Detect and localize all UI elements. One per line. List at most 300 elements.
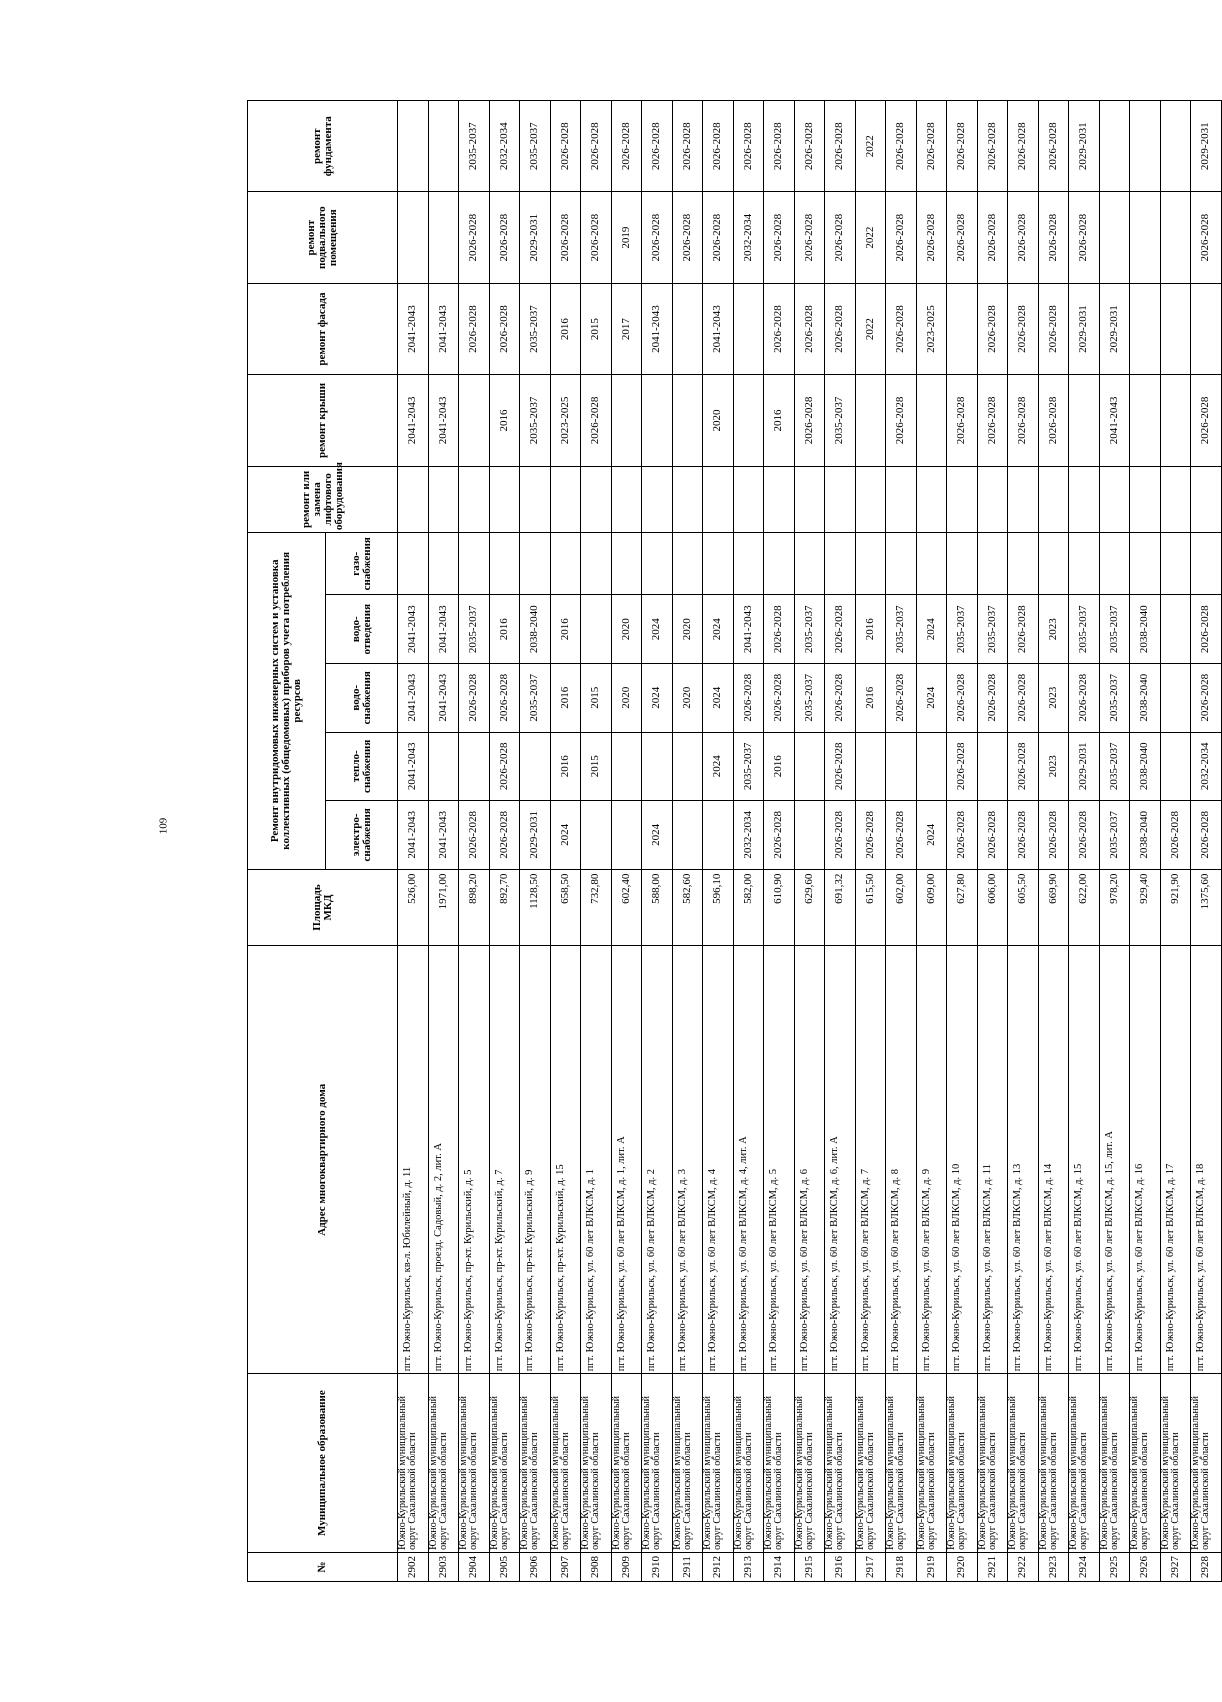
- address-cell: пгт. Южно-Курильск, пр-кт. Курильский, д. 5: [459, 946, 490, 1374]
- water-supply-cell: 2020: [672, 663, 703, 732]
- electricity-cell: 2041-2043: [428, 801, 459, 870]
- roof-cell: 2023-2025: [550, 375, 581, 466]
- row-number: 2926: [1130, 1552, 1161, 1581]
- gas-cell: [886, 533, 917, 595]
- water-drainage-cell: 2035-2037: [1069, 595, 1100, 664]
- area-cell: 1128,50: [520, 869, 551, 946]
- water-drainage-cell: 2024: [703, 595, 734, 664]
- municipality-cell: Южно-Курильский муниципальный округ Сахалинской области: [1038, 1374, 1069, 1553]
- address-cell: пгт. Южно-Курильск, ул. 60 лет ВЛКСМ, д. 1, лит. А: [611, 946, 642, 1374]
- water-supply-cell: 2023: [1038, 663, 1069, 732]
- municipality-cell: Южно-Курильский муниципальный округ Сахалинской области: [1008, 1374, 1039, 1553]
- gas-cell: [1160, 533, 1191, 595]
- basement-cell: 2026-2028: [550, 192, 581, 283]
- elevator-cell: [703, 466, 734, 532]
- heating-cell: [916, 732, 947, 801]
- electricity-cell: 2038-2040: [1130, 801, 1161, 870]
- row-number: 2905: [489, 1552, 520, 1581]
- area-cell: 609,00: [916, 869, 947, 946]
- electricity-cell: 2026-2028: [1008, 801, 1039, 870]
- row-number: 2909: [611, 1552, 642, 1581]
- heating-cell: 2026-2028: [947, 732, 978, 801]
- row-number: 2907: [550, 1552, 581, 1581]
- roof-cell: 2026-2028: [1008, 375, 1039, 466]
- row-number: 2914: [764, 1552, 795, 1581]
- foundation-cell: 2035-2037: [520, 101, 551, 192]
- facade-cell: 2026-2028: [886, 283, 917, 374]
- row-number: 2916: [825, 1552, 856, 1581]
- header-roof: ремонт крыши: [248, 375, 398, 466]
- municipality-cell: Южно-Курильский муниципальный округ Сахалинской области: [642, 1374, 673, 1553]
- address-cell: пгт. Южно-Курильск, ул. 60 лет ВЛКСМ, д. 4: [703, 946, 734, 1374]
- row-number: 2918: [886, 1552, 917, 1581]
- roof-cell: 2016: [764, 375, 795, 466]
- address-cell: пгт. Южно-Курильск, ул. 60 лет ВЛКСМ, д. 7: [855, 946, 886, 1374]
- heating-cell: [794, 732, 825, 801]
- heating-cell: [642, 732, 673, 801]
- facade-cell: 2041-2043: [398, 283, 429, 374]
- facade-cell: 2026-2028: [459, 283, 490, 374]
- elevator-cell: [550, 466, 581, 532]
- header-address: Адрес многоквартирного дома: [248, 946, 398, 1374]
- header-elevator: ремонт или замена лифтового оборудования: [248, 466, 398, 532]
- roof-cell: 2035-2037: [520, 375, 551, 466]
- address-cell: пгт. Южно-Курильск, ул. 60 лет ВЛКСМ, д. 9: [916, 946, 947, 1374]
- gas-cell: [642, 533, 673, 595]
- basement-cell: 2026-2028: [1008, 192, 1039, 283]
- foundation-cell: 2026-2028: [642, 101, 673, 192]
- elevator-cell: [855, 466, 886, 532]
- area-cell: 1375,60: [1191, 869, 1222, 946]
- gas-cell: [1191, 533, 1222, 595]
- address-cell: пгт. Южно-Курильск, ул. 60 лет ВЛКСМ, д. 6, лит. А: [825, 946, 856, 1374]
- heating-cell: 2029-2031: [1069, 732, 1100, 801]
- water-supply-cell: 2026-2028: [886, 663, 917, 732]
- water-supply-cell: 2026-2028: [733, 663, 764, 732]
- municipality-cell: Южно-Курильский муниципальный округ Сахалинской области: [550, 1374, 581, 1553]
- basement-cell: 2019: [611, 192, 642, 283]
- roof-cell: 2035-2037: [825, 375, 856, 466]
- electricity-cell: [794, 801, 825, 870]
- gas-cell: [947, 533, 978, 595]
- basement-cell: 2026-2028: [794, 192, 825, 283]
- address-cell: пгт. Южно-Курильск, ул. 60 лет ВЛКСМ, д. 2: [642, 946, 673, 1374]
- foundation-cell: 2026-2028: [794, 101, 825, 192]
- area-cell: 669,90: [1038, 869, 1069, 946]
- table-row: [1160, 101, 1191, 1582]
- address-cell: пгт. Южно-Курильск, ул. 60 лет ВЛКСМ, д. 6: [794, 946, 825, 1374]
- water-drainage-cell: 2035-2037: [794, 595, 825, 664]
- row-number: 2919: [916, 1552, 947, 1581]
- area-cell: 602,40: [611, 869, 642, 946]
- electricity-cell: 2035-2037: [1099, 801, 1130, 870]
- basement-cell: [428, 192, 459, 283]
- basement-cell: 2026-2028: [764, 192, 795, 283]
- table-row: [1008, 101, 1039, 1582]
- foundation-cell: 2026-2028: [977, 101, 1008, 192]
- roof-cell: 2026-2028: [794, 375, 825, 466]
- row-number: 2910: [642, 1552, 673, 1581]
- address-cell: пгт. Южно-Курильск, пр-кт. Курильский, д. 7: [489, 946, 520, 1374]
- roof-cell: 2026-2028: [581, 375, 612, 466]
- gas-cell: [916, 533, 947, 595]
- row-number: 2904: [459, 1552, 490, 1581]
- water-supply-cell: 2041-2043: [398, 663, 429, 732]
- row-number: 2921: [977, 1552, 1008, 1581]
- gas-cell: [459, 533, 490, 595]
- heating-cell: 2026-2028: [1008, 732, 1039, 801]
- facade-cell: 2015: [581, 283, 612, 374]
- roof-cell: [916, 375, 947, 466]
- heating-cell: 2035-2037: [1099, 732, 1130, 801]
- water-drainage-cell: 2038-2040: [1130, 595, 1161, 664]
- foundation-cell: 2026-2028: [550, 101, 581, 192]
- heating-cell: [855, 732, 886, 801]
- roof-cell: 2026-2028: [977, 375, 1008, 466]
- water-drainage-cell: 2035-2037: [1099, 595, 1130, 664]
- foundation-cell: 2026-2028: [916, 101, 947, 192]
- header-electricity: электро-снабжения: [326, 801, 398, 870]
- facade-cell: 2026-2028: [825, 283, 856, 374]
- municipality-cell: Южно-Курильский муниципальный округ Сахалинской области: [611, 1374, 642, 1553]
- header-municipality: Муниципальное образование: [248, 1374, 398, 1553]
- facade-cell: [947, 283, 978, 374]
- elevator-cell: [459, 466, 490, 532]
- row-number: 2925: [1099, 1552, 1130, 1581]
- water-drainage-cell: 2020: [672, 595, 703, 664]
- municipality-cell: Южно-Курильский муниципальный округ Сахалинской области: [733, 1374, 764, 1553]
- foundation-cell: 2026-2028: [825, 101, 856, 192]
- basement-cell: 2026-2028: [642, 192, 673, 283]
- area-cell: 606,00: [977, 869, 1008, 946]
- basement-cell: [1160, 192, 1191, 283]
- area-cell: 526,00: [398, 869, 429, 946]
- area-cell: 602,00: [886, 869, 917, 946]
- elevator-cell: [1099, 466, 1130, 532]
- water-supply-cell: 2038-2040: [1130, 663, 1161, 732]
- water-drainage-cell: 2026-2028: [1191, 595, 1222, 664]
- address-cell: пгт. Южно-Курильск, ул. 60 лет ВЛКСМ, д. 16: [1130, 946, 1161, 1374]
- water-drainage-cell: 2026-2028: [825, 595, 856, 664]
- row-number: 2922: [1008, 1552, 1039, 1581]
- area-cell: 629,60: [794, 869, 825, 946]
- table-row: [764, 101, 795, 1582]
- address-cell: пгт. Южно-Курильск, пр-кт. Курильский, д. 9: [520, 946, 551, 1374]
- address-cell: пгт. Южно-Курильск, ул. 60 лет ВЛКСМ, д. 15, лит. А: [1099, 946, 1130, 1374]
- basement-cell: 2026-2028: [916, 192, 947, 283]
- gas-cell: [520, 533, 551, 595]
- area-cell: 1971,00: [428, 869, 459, 946]
- address-cell: пгт. Южно-Курильск, ул. 60 лет ВЛКСМ, д. 3: [672, 946, 703, 1374]
- municipality-cell: Южно-Курильский муниципальный округ Сахалинской области: [947, 1374, 978, 1553]
- water-supply-cell: 2020: [611, 663, 642, 732]
- heating-cell: 2032-2034: [1191, 732, 1222, 801]
- row-number: 2920: [947, 1552, 978, 1581]
- electricity-cell: 2026-2028: [977, 801, 1008, 870]
- heating-cell: 2016: [550, 732, 581, 801]
- foundation-cell: [1160, 101, 1191, 192]
- basement-cell: 2026-2028: [886, 192, 917, 283]
- water-supply-cell: 2026-2028: [977, 663, 1008, 732]
- facade-cell: 2016: [550, 283, 581, 374]
- roof-cell: 2026-2028: [947, 375, 978, 466]
- water-drainage-cell: 2026-2028: [764, 595, 795, 664]
- area-cell: 622,00: [1069, 869, 1100, 946]
- gas-cell: [1069, 533, 1100, 595]
- roof-cell: 2041-2043: [398, 375, 429, 466]
- elevator-cell: [764, 466, 795, 532]
- foundation-cell: 2026-2028: [1008, 101, 1039, 192]
- row-number: 2927: [1160, 1552, 1191, 1581]
- heating-cell: [1160, 732, 1191, 801]
- water-drainage-cell: 2016: [489, 595, 520, 664]
- basement-cell: 2026-2028: [703, 192, 734, 283]
- water-supply-cell: 2026-2028: [825, 663, 856, 732]
- table-row: [825, 101, 856, 1582]
- address-cell: пгт. Южно-Курильск, ул. 60 лет ВЛКСМ, д. 17: [1160, 946, 1191, 1374]
- elevator-cell: [886, 466, 917, 532]
- foundation-cell: [1130, 101, 1161, 192]
- foundation-cell: 2026-2028: [733, 101, 764, 192]
- municipality-cell: Южно-Курильский муниципальный округ Сахалинской области: [703, 1374, 734, 1553]
- water-supply-cell: 2035-2037: [794, 663, 825, 732]
- capital-repair-table: [247, 100, 1222, 1582]
- table-row: [459, 101, 490, 1582]
- municipality-cell: Южно-Курильский муниципальный округ Сахалинской области: [398, 1374, 429, 1553]
- area-cell: 605,50: [1008, 869, 1039, 946]
- water-drainage-cell: 2024: [916, 595, 947, 664]
- foundation-cell: 2035-2037: [459, 101, 490, 192]
- heating-cell: [672, 732, 703, 801]
- elevator-cell: [977, 466, 1008, 532]
- electricity-cell: 2026-2028: [825, 801, 856, 870]
- water-supply-cell: 2026-2028: [947, 663, 978, 732]
- heating-cell: 2041-2043: [398, 732, 429, 801]
- water-supply-cell: 2026-2028: [459, 663, 490, 732]
- water-supply-cell: 2016: [855, 663, 886, 732]
- facade-cell: 2026-2028: [764, 283, 795, 374]
- foundation-cell: 2026-2028: [886, 101, 917, 192]
- foundation-cell: 2026-2028: [1038, 101, 1069, 192]
- heating-cell: 2038-2040: [1130, 732, 1161, 801]
- address-cell: пгт. Южно-Курильск, ул. 60 лет ВЛКСМ, д. 8: [886, 946, 917, 1374]
- electricity-cell: 2026-2028: [1191, 801, 1222, 870]
- basement-cell: 2026-2028: [489, 192, 520, 283]
- foundation-cell: 2026-2028: [672, 101, 703, 192]
- electricity-cell: [672, 801, 703, 870]
- table-row: [1191, 101, 1222, 1582]
- elevator-cell: [733, 466, 764, 532]
- municipality-cell: Южно-Курильский муниципальный округ Сахалинской области: [428, 1374, 459, 1553]
- address-cell: пгт. Южно-Курильск, ул. 60 лет ВЛКСМ, д. 1: [581, 946, 612, 1374]
- facade-cell: 2029-2031: [1099, 283, 1130, 374]
- gas-cell: [733, 533, 764, 595]
- municipality-cell: Южно-Курильский муниципальный округ Сахалинской области: [520, 1374, 551, 1553]
- elevator-cell: [1130, 466, 1161, 532]
- row-number: 2911: [672, 1552, 703, 1581]
- roof-cell: 2020: [703, 375, 734, 466]
- row-number: 2908: [581, 1552, 612, 1581]
- address-cell: пгт. Южно-Курильск, кв-л. Юбилейный, д. 11: [398, 946, 429, 1374]
- elevator-cell: [1191, 466, 1222, 532]
- municipality-cell: Южно-Курильский муниципальный округ Сахалинской области: [459, 1374, 490, 1553]
- basement-cell: 2026-2028: [1191, 192, 1222, 283]
- foundation-cell: 2026-2028: [611, 101, 642, 192]
- electricity-cell: 2032-2034: [733, 801, 764, 870]
- water-supply-cell: 2024: [642, 663, 673, 732]
- electricity-cell: 2026-2028: [1038, 801, 1069, 870]
- table-row: [1069, 101, 1100, 1582]
- area-cell: 610,90: [764, 869, 795, 946]
- area-cell: 588,00: [642, 869, 673, 946]
- facade-cell: 2041-2043: [703, 283, 734, 374]
- row-number: 2928: [1191, 1552, 1222, 1581]
- header-water-supply: водо-снабжения: [326, 663, 398, 732]
- basement-cell: 2022: [855, 192, 886, 283]
- header-facade: ремонт фасада: [248, 283, 398, 374]
- gas-cell: [703, 533, 734, 595]
- facade-cell: [1160, 283, 1191, 374]
- gas-cell: [611, 533, 642, 595]
- water-drainage-cell: 2020: [611, 595, 642, 664]
- roof-cell: 2016: [489, 375, 520, 466]
- facade-cell: 2026-2028: [794, 283, 825, 374]
- heating-cell: [611, 732, 642, 801]
- water-drainage-cell: 2016: [550, 595, 581, 664]
- elevator-cell: [672, 466, 703, 532]
- address-cell: пгт. Южно-Курильск, проезд. Садовый, д. 2, лит. А: [428, 946, 459, 1374]
- header-num: №: [248, 1552, 398, 1581]
- heating-cell: 2035-2037: [733, 732, 764, 801]
- gas-cell: [581, 533, 612, 595]
- electricity-cell: 2026-2028: [1069, 801, 1100, 870]
- water-supply-cell: 2024: [916, 663, 947, 732]
- table-row: [794, 101, 825, 1582]
- electricity-cell: 2026-2028: [459, 801, 490, 870]
- table-row: [886, 101, 917, 1582]
- foundation-cell: 2026-2028: [764, 101, 795, 192]
- heating-cell: [520, 732, 551, 801]
- roof-cell: [733, 375, 764, 466]
- area-cell: 898,20: [459, 869, 490, 946]
- foundation-cell: 2032-2034: [489, 101, 520, 192]
- elevator-cell: [581, 466, 612, 532]
- basement-cell: 2026-2028: [947, 192, 978, 283]
- table-header: [248, 101, 398, 1582]
- municipality-cell: Южно-Курильский муниципальный округ Сахалинской области: [672, 1374, 703, 1553]
- water-drainage-cell: 2035-2037: [947, 595, 978, 664]
- municipality-cell: Южно-Курильский муниципальный округ Сахалинской области: [1130, 1374, 1161, 1553]
- basement-cell: 2032-2034: [733, 192, 764, 283]
- water-drainage-cell: [581, 595, 612, 664]
- electricity-cell: 2026-2028: [886, 801, 917, 870]
- header-gas: газо-снабжения: [326, 533, 398, 595]
- water-supply-cell: 2026-2028: [764, 663, 795, 732]
- electricity-cell: 2026-2028: [764, 801, 795, 870]
- roof-cell: [611, 375, 642, 466]
- water-supply-cell: 2026-2028: [1191, 663, 1222, 732]
- gas-cell: [1038, 533, 1069, 595]
- header-area: Площадь МКД: [248, 869, 398, 946]
- gas-cell: [550, 533, 581, 595]
- table-row: [703, 101, 734, 1582]
- facade-cell: 2026-2028: [977, 283, 1008, 374]
- table-row: [916, 101, 947, 1582]
- municipality-cell: Южно-Курильский муниципальный округ Сахалинской области: [886, 1374, 917, 1553]
- row-number: 2924: [1069, 1552, 1100, 1581]
- basement-cell: 2026-2028: [825, 192, 856, 283]
- heating-cell: 2024: [703, 732, 734, 801]
- municipality-cell: Южно-Курильский муниципальный округ Сахалинской области: [1069, 1374, 1100, 1553]
- area-cell: 691,32: [825, 869, 856, 946]
- water-supply-cell: 2041-2043: [428, 663, 459, 732]
- water-supply-cell: 2015: [581, 663, 612, 732]
- basement-cell: 2026-2028: [581, 192, 612, 283]
- municipality-cell: Южно-Курильский муниципальный округ Сахалинской области: [855, 1374, 886, 1553]
- elevator-cell: [947, 466, 978, 532]
- table-row: [1099, 101, 1130, 1582]
- table-row: [1038, 101, 1069, 1582]
- facade-cell: [1191, 283, 1222, 374]
- gas-cell: [855, 533, 886, 595]
- water-drainage-cell: 2024: [642, 595, 673, 664]
- electricity-cell: 2026-2028: [489, 801, 520, 870]
- header-heating: тепло-снабжения: [326, 732, 398, 801]
- water-drainage-cell: 2035-2037: [886, 595, 917, 664]
- gas-cell: [764, 533, 795, 595]
- water-supply-cell: 2026-2028: [489, 663, 520, 732]
- row-number: 2906: [520, 1552, 551, 1581]
- area-cell: 658,50: [550, 869, 581, 946]
- water-drainage-cell: 2035-2037: [459, 595, 490, 664]
- gas-cell: [1099, 533, 1130, 595]
- facade-cell: 2041-2043: [642, 283, 673, 374]
- foundation-cell: 2022: [855, 101, 886, 192]
- area-cell: 582,00: [733, 869, 764, 946]
- gas-cell: [794, 533, 825, 595]
- water-drainage-cell: 2041-2043: [398, 595, 429, 664]
- electricity-cell: 2026-2028: [1160, 801, 1191, 870]
- gas-cell: [977, 533, 1008, 595]
- table-row: [733, 101, 764, 1582]
- elevator-cell: [1069, 466, 1100, 532]
- electricity-cell: 2024: [550, 801, 581, 870]
- row-number: 2912: [703, 1552, 734, 1581]
- foundation-cell: 2026-2028: [703, 101, 734, 192]
- rotated-table-container: [247, 100, 1221, 1582]
- municipality-cell: Южно-Курильский муниципальный округ Сахалинской области: [916, 1374, 947, 1553]
- heating-cell: 2016: [764, 732, 795, 801]
- foundation-cell: 2026-2028: [947, 101, 978, 192]
- row-number: 2903: [428, 1552, 459, 1581]
- foundation-cell: [398, 101, 429, 192]
- facade-cell: 2023-2025: [916, 283, 947, 374]
- table-row: [428, 101, 459, 1582]
- municipality-cell: Южно-Курильский муниципальный округ Сахалинской области: [581, 1374, 612, 1553]
- municipality-cell: Южно-Курильский муниципальный округ Сахалинской области: [1160, 1374, 1191, 1553]
- water-supply-cell: 2026-2028: [1069, 663, 1100, 732]
- water-drainage-cell: 2041-2043: [733, 595, 764, 664]
- water-supply-cell: 2016: [550, 663, 581, 732]
- electricity-cell: 2024: [916, 801, 947, 870]
- address-cell: пгт. Южно-Курильск, ул. 60 лет ВЛКСМ, д. 13: [1008, 946, 1039, 1374]
- water-supply-cell: 2035-2037: [1099, 663, 1130, 732]
- elevator-cell: [611, 466, 642, 532]
- area-cell: 892,70: [489, 869, 520, 946]
- electricity-cell: 2029-2031: [520, 801, 551, 870]
- gas-cell: [428, 533, 459, 595]
- area-cell: 615,50: [855, 869, 886, 946]
